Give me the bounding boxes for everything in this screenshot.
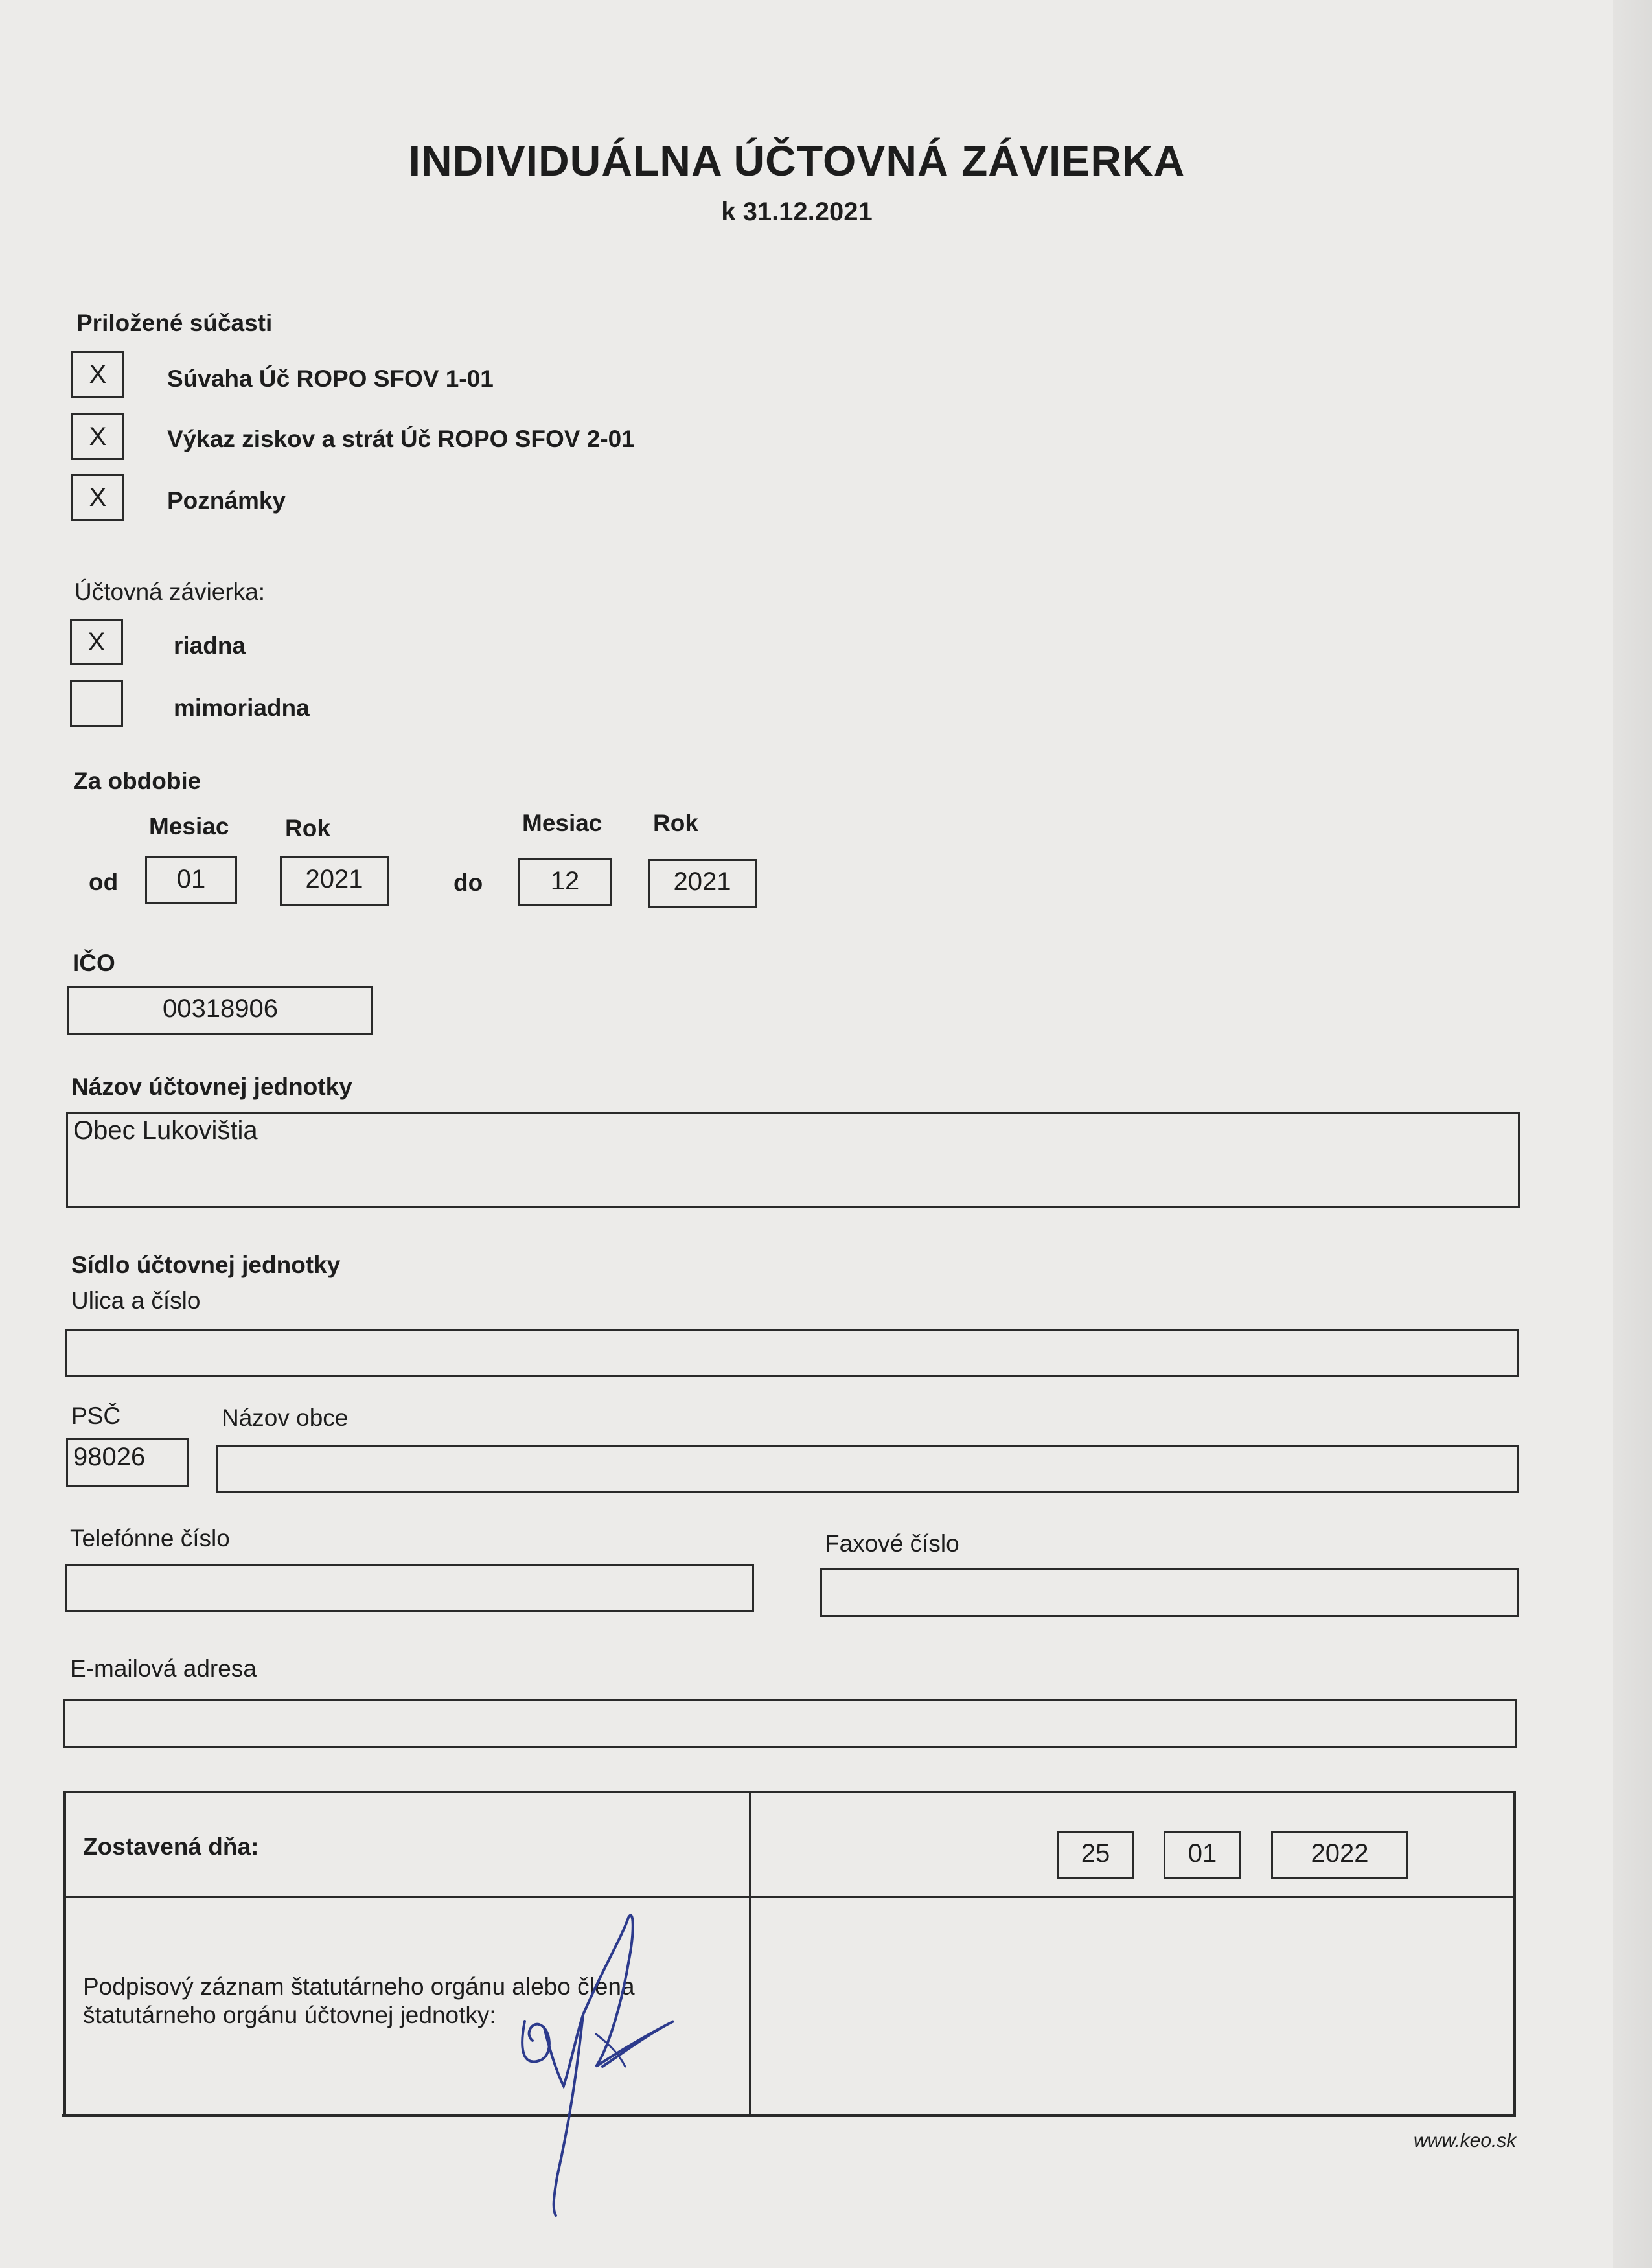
table-right-line [1513, 1791, 1516, 2117]
attachment-label-notes: Poznámky [167, 487, 286, 514]
table-middle-line [63, 1896, 1516, 1898]
closing-checkbox-extraordinary[interactable] [70, 680, 123, 727]
period-from-label: od [89, 869, 119, 895]
closing-type-label: Účtovná závierka: [75, 578, 266, 605]
street-field[interactable] [65, 1329, 1519, 1377]
page-date: k 31.12.2021 [721, 198, 873, 226]
attachment-label-profit-loss: Výkaz ziskov a strát Úč ROPO SFOV 2-01 [167, 426, 635, 452]
period-from-month-label: Mesiac [149, 813, 229, 840]
period-to-label: do [453, 869, 483, 896]
fax-label: Faxové číslo [825, 1530, 959, 1557]
table-bottom-line [62, 2114, 1516, 2117]
attachment-label-balance: Súvaha Úč ROPO SFOV 1-01 [167, 365, 494, 392]
ico-field[interactable]: 00318906 [67, 986, 373, 1035]
psc-value: 98026 [73, 1443, 146, 1471]
phone-label: Telefónne číslo [70, 1525, 230, 1552]
email-label: E-mailová adresa [70, 1655, 257, 1682]
compiled-day-field[interactable]: 25 [1057, 1831, 1134, 1879]
compiled-label: Zostavená dňa: [83, 1833, 259, 1860]
page-title: INDIVIDUÁLNA ÚČTOVNÁ ZÁVIERKA [408, 137, 1186, 185]
street-label: Ulica a číslo [71, 1287, 201, 1314]
period-from-year-field[interactable]: 2021 [280, 856, 389, 906]
handwritten-signature [479, 1905, 700, 2222]
attachment-checkbox-notes[interactable]: X [71, 474, 124, 521]
psc-label: PSČ [71, 1403, 121, 1429]
period-label: Za obdobie [73, 768, 201, 794]
ico-label: IČO [73, 950, 115, 976]
period-to-year-label: Rok [653, 810, 698, 836]
period-to-year-field[interactable]: 2021 [648, 859, 757, 908]
seat-label: Sídlo účtovnej jednotky [71, 1252, 341, 1278]
attachments-label: Priložené súčasti [76, 310, 273, 336]
period-to-month-label: Mesiac [522, 810, 602, 836]
town-field[interactable] [216, 1445, 1519, 1493]
table-left-line [63, 1791, 66, 2117]
closing-label-regular: riadna [174, 632, 246, 659]
period-to-month-field[interactable]: 12 [518, 858, 612, 906]
entity-name-value: Obec Lukovištia [73, 1116, 258, 1145]
attachment-checkbox-balance[interactable]: X [71, 351, 124, 398]
footer-url[interactable]: www.keo.sk [1414, 2130, 1517, 2151]
period-from-year-label: Rok [285, 815, 330, 842]
scan-edge [1613, 0, 1652, 2268]
table-center-line [749, 1791, 751, 2117]
psc-field[interactable] [66, 1438, 189, 1487]
fax-field[interactable] [820, 1568, 1519, 1617]
entity-name-field[interactable] [66, 1112, 1520, 1208]
signature-label-line1: Podpisový záznam štatutárneho orgánu alebo člena [83, 1973, 635, 2000]
attachment-checkbox-profit-loss[interactable]: X [71, 413, 124, 460]
closing-checkbox-regular[interactable]: X [70, 619, 123, 665]
town-label: Názov obce [222, 1404, 349, 1431]
phone-field[interactable] [65, 1564, 754, 1612]
entity-name-label: Názov účtovnej jednotky [71, 1073, 352, 1100]
signature-label-line2: štatutárneho orgánu účtovnej jednotky: [83, 2002, 496, 2028]
period-from-month-field[interactable]: 01 [145, 856, 237, 904]
compiled-year-field[interactable]: 2022 [1271, 1831, 1408, 1879]
closing-label-extraordinary: mimoriadna [174, 694, 310, 721]
compiled-month-field[interactable]: 01 [1164, 1831, 1241, 1879]
email-field[interactable] [63, 1699, 1517, 1748]
table-top-line [63, 1791, 1516, 1793]
